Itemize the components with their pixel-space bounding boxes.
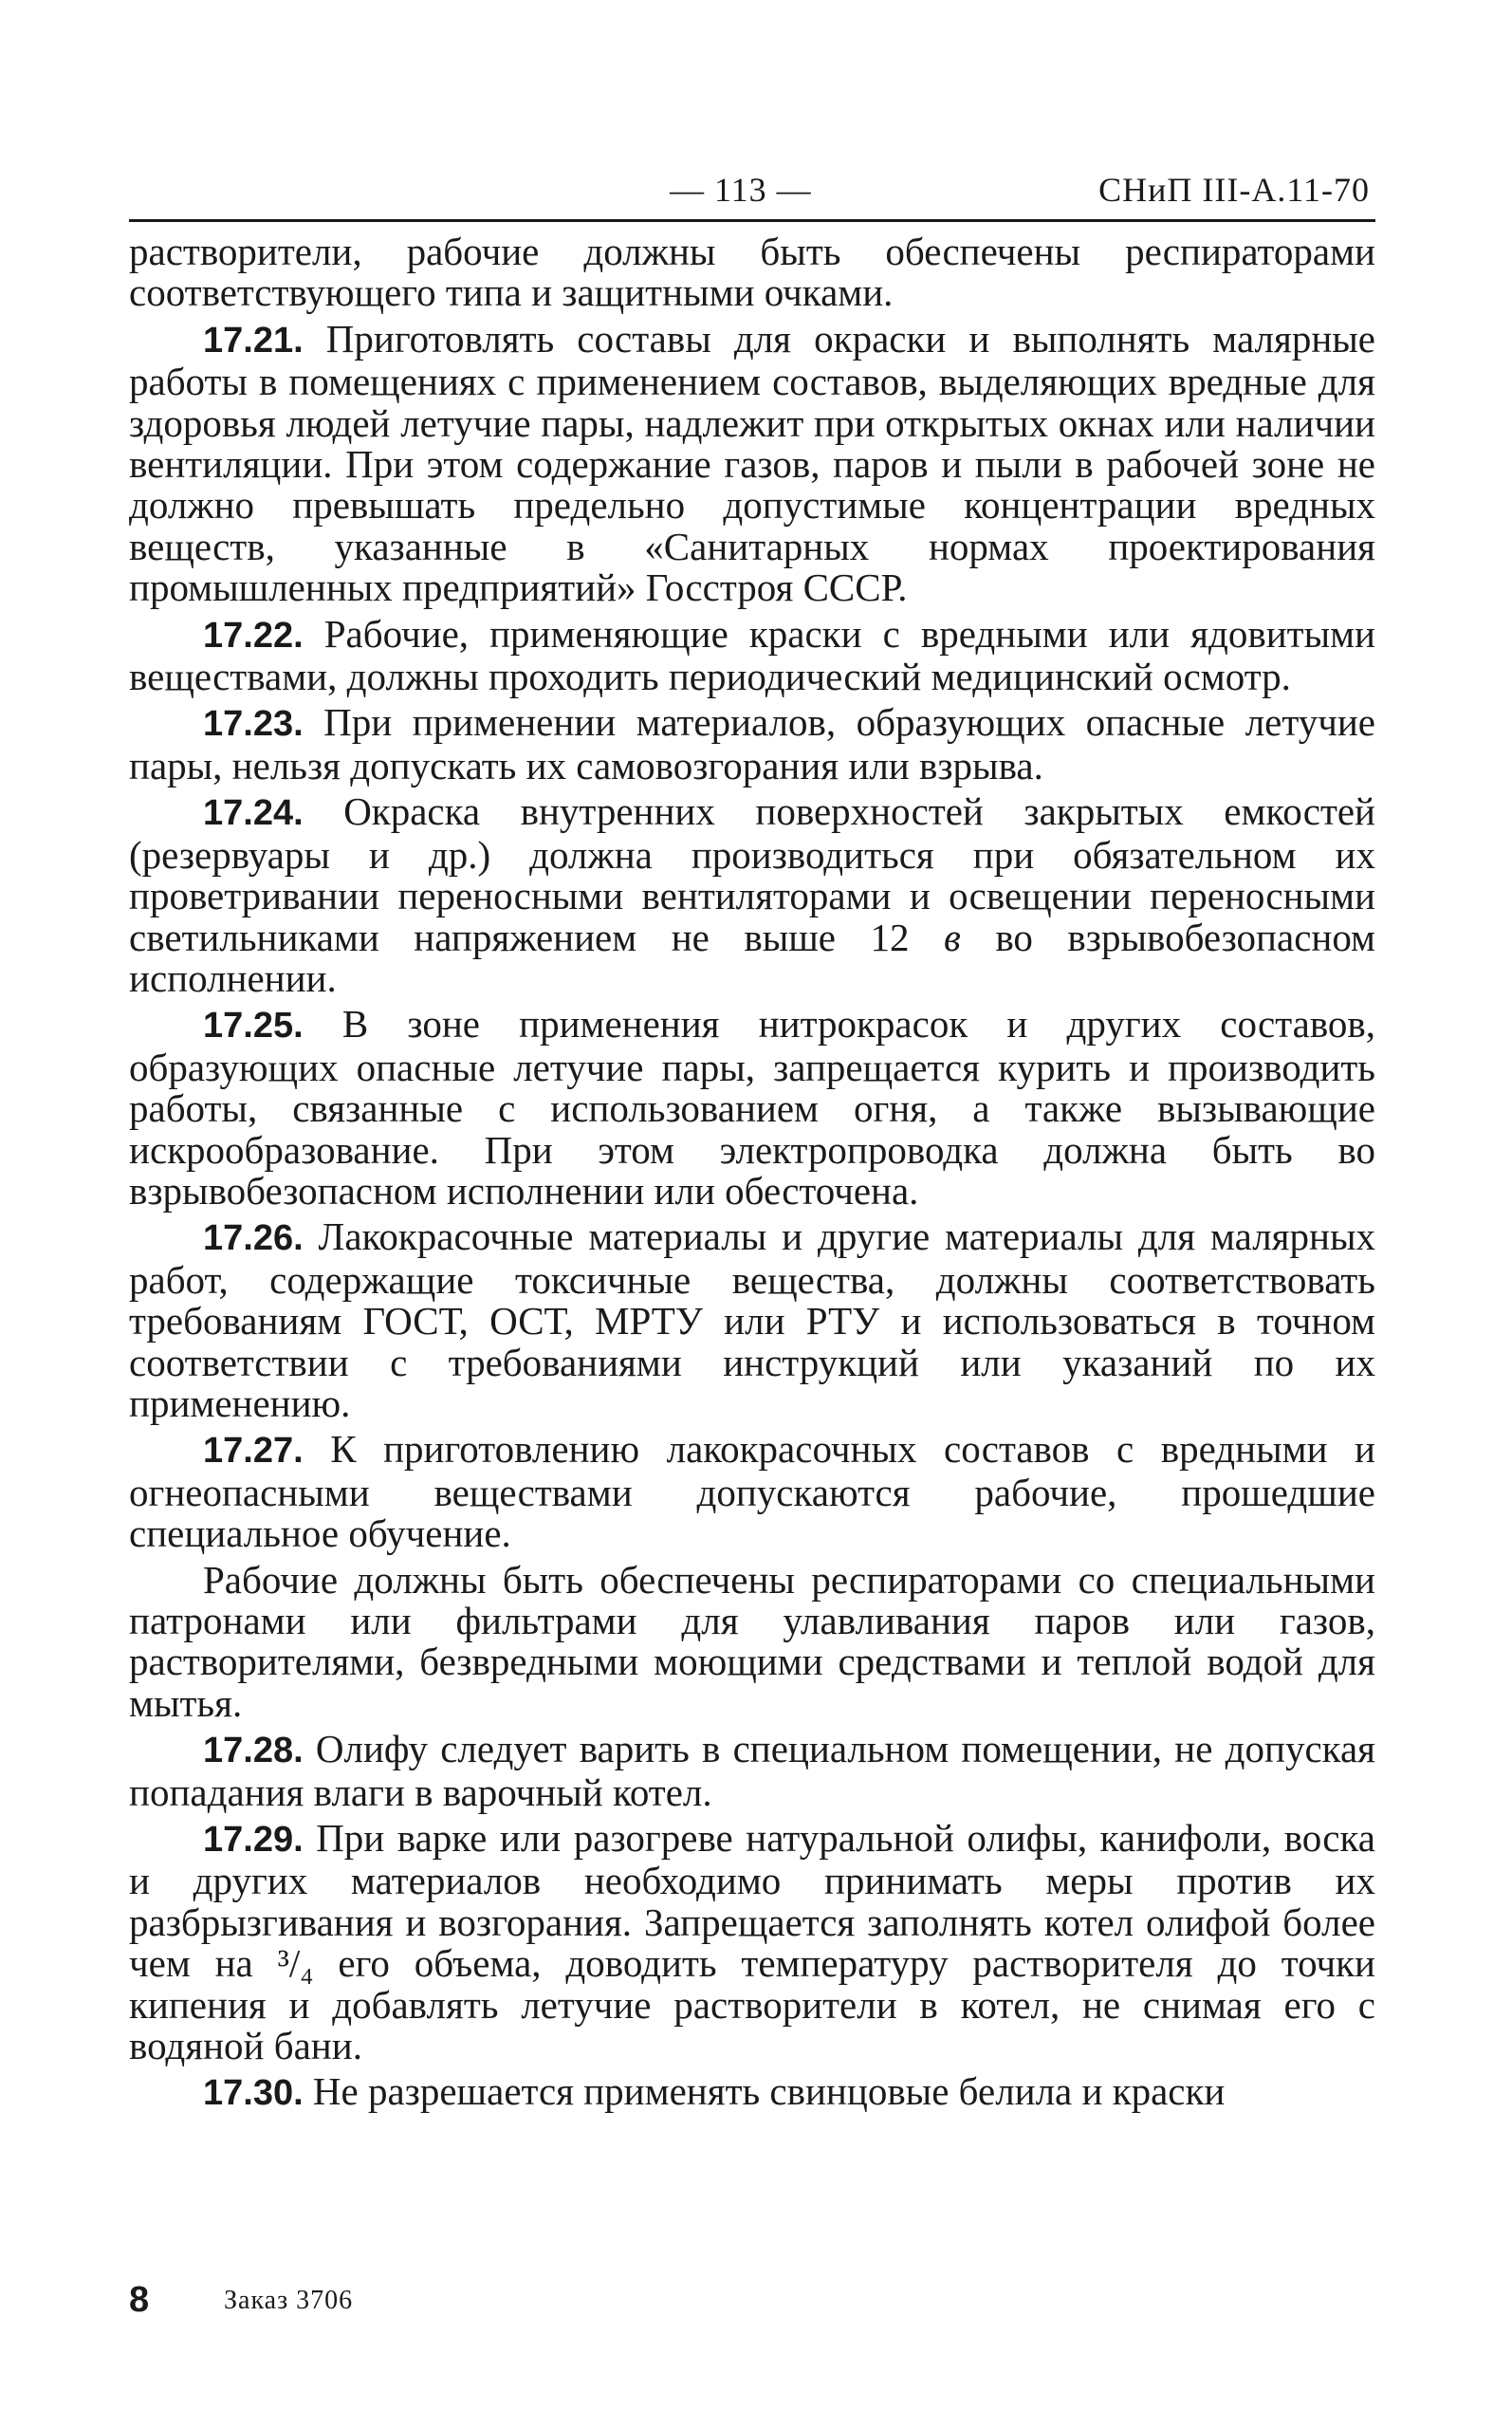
paragraph-text: При применении материалов, образующих опасные летучие пары, нельзя допускать их самовозгорания или взрыва. <box>129 700 1375 788</box>
paragraph-number: 17.30. <box>203 2073 304 2114</box>
paragraph-text: Рабочие должны быть обеспечены респираторами со специальными патронами или фильтрами для улавливания паров или газов, растворителями, безвредными моющими средствами и теплой водой для мытья. <box>129 1557 1375 1725</box>
document-code: СНиП III-А.11-70 <box>1098 171 1370 209</box>
paragraph-17-28 <box>129 1729 1375 1813</box>
paragraph-number: 17.27. <box>203 1431 304 1472</box>
paragraph-text: При варке или разогреве натуральной олифы, канифоли, воска и других материалов необходимо принимать меры против их разбрызгивания и возгорания. Запрещается заполнять котел олифой более чем на ³/₄ его объема, доводить температуру растворителя до точки кипения и добавлять летучие растворители в котел, не снимая его с водяной бани. <box>129 1816 1375 2068</box>
paragraph-number: 17.24. <box>203 793 304 834</box>
paragraph-17-30 <box>129 2071 1375 2114</box>
paragraph-continuation <box>129 232 1375 314</box>
paragraph-17-26 <box>129 1216 1375 1424</box>
paragraph-number: 17.25. <box>203 1006 304 1047</box>
paragraph-17-23 <box>129 702 1375 787</box>
paragraph-text: Окраска внутренних поверхностей закрытых емкостей (резервуары и др.) должна производиться при обязательном их проветривании переносными вентиляторами и освещении переносными светильниками напряжением не выше 12 <box>129 789 1376 959</box>
sheet-number: 8 <box>129 2280 150 2320</box>
page-number: — 113 — <box>670 171 812 209</box>
voltage-unit: в <box>944 915 961 959</box>
paragraph-number: 17.28. <box>203 1731 304 1771</box>
paragraph-17-25 <box>129 1004 1375 1212</box>
body-text <box>129 232 1375 2115</box>
paragraph-17-21 <box>129 316 1375 610</box>
paragraph-text: растворители, рабочие должны быть обеспечены респираторами соответствующего типа и защитными очками. <box>129 230 1375 315</box>
paragraph-number: 17.26. <box>203 1218 304 1259</box>
paragraph-unnumbered <box>129 1557 1375 1725</box>
paragraph-number: 17.22. <box>203 615 304 656</box>
paragraph-text-after: во взрывобезопасном исполнении. <box>129 915 1375 1000</box>
paragraph-text: Не разрешается применять свинцовые белила и краски <box>312 2069 1226 2114</box>
order-label: Заказ 3706 <box>224 2286 354 2315</box>
paragraph-text: Олифу следует варить в специальном помещении, не допуская попадания влаги в варочный котел. <box>129 1727 1376 1814</box>
paragraph-text: К приготовлению лакокрасочных составов с вредными и огнеопасными веществами допускаются рабочие, прошедшие специальное обучение. <box>129 1427 1375 1556</box>
page-header <box>129 166 1375 222</box>
paragraph-number: 17.21. <box>203 320 304 361</box>
page-footer <box>129 2280 1375 2327</box>
paragraph-17-22 <box>129 611 1376 699</box>
paragraph-text: В зоне применения нитрокрасок и других составов, образующих опасные летучие пары, запрещается курить и производить работы, связанные с использованием огня, а также вызывающие искрообразование. При этом электропроводка должна быть во взрывобезопасном исполнении или обесточена. <box>129 1002 1376 1213</box>
paragraph-17-24 <box>129 791 1375 999</box>
paragraph-text: Приготовлять составы для окраски и выполнять малярные работы в помещениях с применением составов, выделяющих вредные для здоровья людей летучие пары, надлежит при открытых окнах или наличии вентиляции. При этом содержание газов, паров и пыли в рабочей зоне не должно превышать предельно допустимые концентрации вредных веществ, указанные в «Санитарных нормах проектирования промышленных предприятий» Госстроя СССР. <box>129 316 1375 610</box>
paragraph-17-29 <box>129 1818 1375 2066</box>
document-page <box>129 166 1375 2329</box>
paragraph-number: 17.29. <box>203 1820 304 1861</box>
paragraph-text: Лакокрасочные материалы и другие материалы для малярных работ, содержащие токсичные вещества, должны соответствовать требованиям ГОСТ, ОСТ, МРТУ или РТУ и использоваться в точном соответствии с требованиями инструкций или указаний по их применению. <box>129 1214 1375 1425</box>
paragraph-text: Рабочие, применяющие краски с вредными или ядовитыми веществами, должны проходить периодический медицинский осмотр. <box>129 611 1376 699</box>
paragraph-number: 17.23. <box>203 704 304 745</box>
paragraph-17-27 <box>129 1429 1375 1554</box>
